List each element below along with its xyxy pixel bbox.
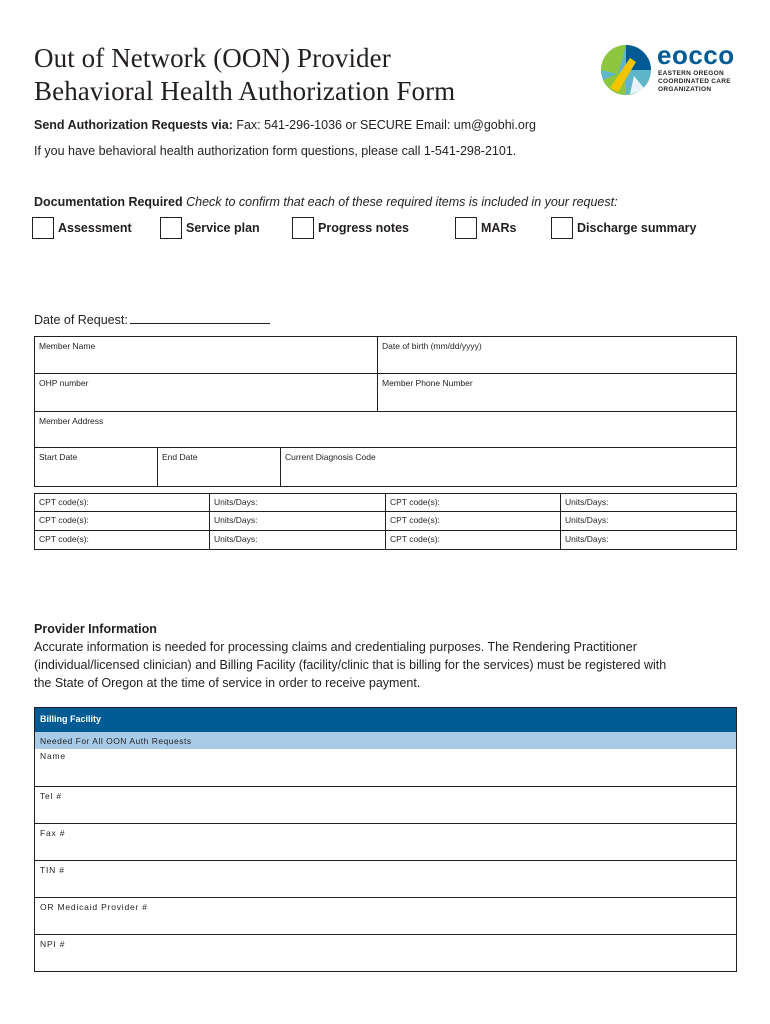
billing-tin-field[interactable]	[35, 860, 736, 897]
checkbox-box[interactable]	[160, 217, 182, 239]
checkbox-label: Progress notes	[318, 221, 410, 235]
checkbox-label: MARs	[481, 221, 517, 235]
field-label: CPT code(s):	[39, 515, 89, 525]
send-requests-label: Send Authorization Requests via:	[34, 118, 233, 132]
logo-sub-line-2: COORDINATED CARE	[658, 78, 731, 85]
ohp-number-field[interactable]	[34, 373, 378, 412]
date-of-request-field[interactable]	[130, 314, 270, 324]
date-of-request	[34, 313, 270, 327]
documentation-required	[34, 195, 618, 209]
eocco-logo-mark-icon	[600, 44, 652, 96]
checkbox-service-plan[interactable]	[160, 216, 260, 240]
field-label: Member Phone Number	[382, 378, 473, 388]
checkbox-progress-notes[interactable]	[292, 216, 409, 240]
logo-subtitle	[658, 70, 731, 94]
checkbox-label: Discharge summary	[577, 221, 697, 235]
member-phone-field[interactable]	[377, 373, 737, 412]
questions-line: If you have behavioral health authorization form questions, please call 1-541-298-2101.	[34, 144, 517, 158]
field-label: CPT code(s):	[39, 497, 89, 507]
date-of-request-label: Date of Request:	[34, 313, 128, 327]
provider-text-line-1: Accurate information is needed for processing claims and credentialing purposes. The Rendering Practitioner	[34, 640, 637, 654]
form-title	[34, 42, 455, 108]
checkbox-discharge-summary[interactable]	[551, 216, 697, 240]
checkbox-assessment[interactable]	[32, 216, 132, 240]
start-date-field[interactable]	[34, 447, 158, 487]
end-date-field[interactable]	[157, 447, 281, 487]
checkbox-box[interactable]	[32, 217, 54, 239]
send-requests-line	[34, 118, 536, 132]
send-requests-details: Fax: 541-296-1036 or SECURE Email: um@gobhi.org	[232, 118, 536, 132]
cpt-code-field[interactable]	[385, 511, 561, 531]
units-days-field[interactable]	[209, 530, 386, 550]
field-label: Date of birth (mm/dd/yyyy)	[382, 341, 482, 351]
billing-facility-subtitle: Needed For All OON Auth Requests	[40, 736, 192, 746]
field-label: Units/Days:	[565, 497, 609, 507]
field-label: Current Diagnosis Code	[285, 452, 376, 462]
logo-sub-line-1: EASTERN OREGON	[658, 70, 724, 77]
provider-information-heading: Provider Information	[34, 622, 157, 636]
checkbox-label: Assessment	[58, 221, 132, 235]
eocco-logo	[600, 40, 740, 100]
field-label: CPT code(s):	[390, 515, 440, 525]
checkbox-box[interactable]	[455, 217, 477, 239]
field-label: TIN #	[40, 865, 65, 875]
field-label: Units/Days:	[214, 534, 258, 544]
member-address-field[interactable]	[34, 411, 737, 448]
billing-facility-header	[35, 708, 736, 732]
field-label: OHP number	[39, 378, 89, 388]
cpt-code-field[interactable]	[385, 530, 561, 550]
field-label: CPT code(s):	[39, 534, 89, 544]
units-days-field[interactable]	[560, 530, 737, 550]
units-days-field[interactable]	[209, 493, 386, 512]
field-label: Member Name	[39, 341, 96, 351]
units-days-field[interactable]	[209, 511, 386, 531]
billing-medicaid-provider-field[interactable]	[35, 897, 736, 934]
member-name-field[interactable]	[34, 336, 378, 374]
billing-tel-field[interactable]	[35, 786, 736, 823]
provider-text-line-3: the State of Oregon at the time of service in order to receive payment.	[34, 676, 421, 690]
field-label: Name	[40, 751, 66, 761]
field-label: OR Medicaid Provider #	[40, 902, 148, 912]
billing-name-field[interactable]	[35, 749, 736, 786]
field-label: Member Address	[39, 416, 104, 426]
dob-field[interactable]	[377, 336, 737, 374]
checkbox-mars[interactable]	[455, 216, 516, 240]
field-label: Fax #	[40, 828, 66, 838]
field-label: NPI #	[40, 939, 66, 949]
field-label: End Date	[162, 452, 198, 462]
field-label: CPT code(s):	[390, 534, 440, 544]
logo-word: eocco	[657, 40, 735, 70]
billing-facility-subheader	[35, 732, 736, 749]
field-label: Tel #	[40, 791, 62, 801]
documentation-instruction: Check to confirm that each of these required items is included in your request:	[182, 195, 618, 209]
diagnosis-code-field[interactable]	[280, 447, 737, 487]
field-label: Units/Days:	[214, 515, 258, 525]
checkbox-box[interactable]	[292, 217, 314, 239]
billing-facility-title: Billing Facility	[40, 714, 102, 724]
cpt-code-field[interactable]	[34, 530, 210, 550]
cpt-code-field[interactable]	[385, 493, 561, 512]
field-label: Units/Days:	[565, 534, 609, 544]
field-label: CPT code(s):	[390, 497, 440, 507]
documentation-label: Documentation Required	[34, 195, 183, 209]
title-line-1: Out of Network (OON) Provider	[34, 43, 391, 73]
provider-text-line-2: (individual/licensed clinician) and Billing Facility (facility/clinic that is billing for the services) must be registered with	[34, 658, 667, 672]
units-days-field[interactable]	[560, 511, 737, 531]
field-label: Start Date	[39, 452, 78, 462]
provider-information-text	[34, 638, 744, 692]
billing-facility-table	[34, 707, 737, 972]
units-days-field[interactable]	[560, 493, 737, 512]
field-label: Units/Days:	[214, 497, 258, 507]
logo-sub-line-3: ORGANIZATION	[658, 86, 712, 93]
checkbox-box[interactable]	[551, 217, 573, 239]
cpt-code-field[interactable]	[34, 511, 210, 531]
field-label: Units/Days:	[565, 515, 609, 525]
cpt-code-field[interactable]	[34, 493, 210, 512]
checkbox-label: Service plan	[186, 221, 260, 235]
title-line-2: Behavioral Health Authorization Form	[34, 76, 456, 106]
billing-fax-field[interactable]	[35, 823, 736, 860]
billing-npi-field[interactable]	[35, 934, 736, 971]
